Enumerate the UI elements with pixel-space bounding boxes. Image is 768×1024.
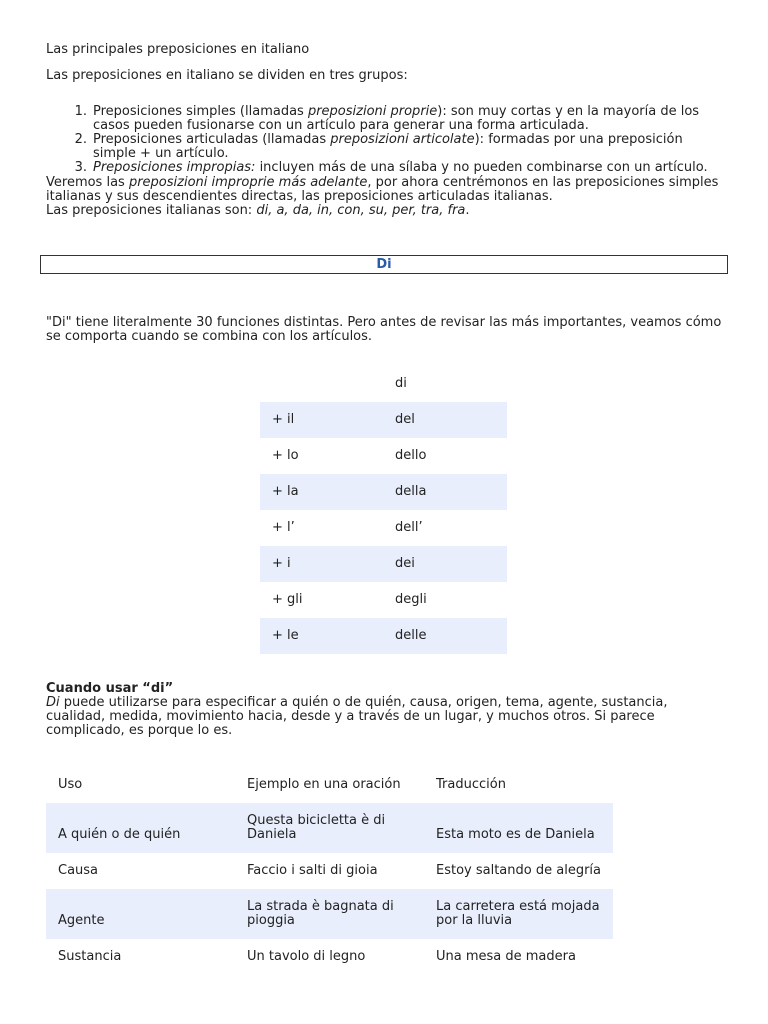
list-number: 1. <box>74 104 87 119</box>
ejemplo-cell: Questa bicicletta è di Daniela <box>247 813 386 842</box>
section-title-di: Di <box>40 255 728 274</box>
list-text: ): formadas por una preposición simple + un artículo. <box>93 132 683 161</box>
article-cell: + la <box>272 484 299 499</box>
page-title: Las principales preposiciones en italiano <box>46 42 310 57</box>
traduccion-cell: La carretera está mojada por la lluvia <box>436 899 600 928</box>
usage-heading: Cuando usar “di” <box>46 681 174 696</box>
article-cell: + gli <box>272 592 303 607</box>
list-text: Preposiciones simples (llamadas <box>93 104 308 119</box>
header-ejemplo: Ejemplo en una oración <box>247 777 401 792</box>
list-term: Preposiciones impropias: <box>93 160 256 175</box>
article-cell: + i <box>272 556 291 571</box>
list-term: preposizioni proprie <box>307 104 438 119</box>
paragraph-after-list <box>46 176 726 204</box>
usage-text <box>46 696 686 738</box>
result-cell: dello <box>395 448 427 463</box>
uso-cell: Sustancia <box>58 949 122 964</box>
table-row <box>46 803 613 853</box>
paragraph-text: Veremos las <box>46 175 129 190</box>
uso-cell: A quién o de quién <box>58 827 181 842</box>
table-row <box>46 853 613 889</box>
table-row <box>260 546 507 582</box>
result-cell: degli <box>395 592 427 607</box>
traduccion-cell: Esta moto es de Daniela <box>436 827 595 842</box>
article-cell: + le <box>272 628 299 643</box>
list-number: 3. <box>74 160 87 175</box>
traduccion-cell: Una mesa de madera <box>436 949 576 964</box>
table-row <box>46 889 613 939</box>
usage-header-row <box>46 767 613 803</box>
table-row <box>260 582 507 618</box>
result-cell: dei <box>395 556 415 571</box>
line-text: Las preposiciones italianas son: <box>46 203 257 218</box>
header-uso: Uso <box>58 777 83 792</box>
result-cell: delle <box>395 628 427 643</box>
result-cell: della <box>395 484 427 499</box>
prepositions-line <box>46 204 726 218</box>
ejemplo-cell: La strada è bagnata di pioggia <box>247 899 394 928</box>
articles-header: di <box>395 376 407 391</box>
paragraph-text: , por ahora centrémonos en las preposiciones simples italianas y sus descendientes directas, las preposiciones articuladas italianas. <box>46 175 719 204</box>
article-cell: + lo <box>272 448 299 463</box>
ejemplo-cell: Un tavolo di legno <box>247 949 366 964</box>
list-text: ): son muy cortas y en la mayoría de los casos pueden fusionarse con un artículo para generar una forma articulada. <box>93 104 700 133</box>
table-row <box>260 474 507 510</box>
line-text: . <box>465 203 470 218</box>
list-number: 2. <box>74 132 87 147</box>
article-cell: + l’ <box>272 520 295 535</box>
table-row <box>260 438 507 474</box>
ejemplo-cell: Faccio i salti di gioia <box>247 863 378 878</box>
paragraph-emphasis: preposizioni improprie más adelante <box>128 175 368 190</box>
table-row <box>260 402 507 438</box>
traduccion-cell: Estoy saltando de alegría <box>436 863 601 878</box>
uso-cell: Causa <box>58 863 99 878</box>
header-traduccion: Traducción <box>436 777 506 792</box>
usage-description: puede utilizarse para especificar a quién o de quién, causa, origen, tema, agente, sustancia, cualidad, medida, movimiento hacia, desde y a través de un lugar, y muchos otros. Si parece complicado, es porque lo es. <box>46 695 668 738</box>
prepositions-list: di, a, da, in, con, su, per, tra, fra <box>256 203 466 218</box>
result-cell: del <box>395 412 415 427</box>
list-term: preposizioni articolate <box>330 132 475 147</box>
list-text: Preposiciones articuladas (llamadas <box>93 132 331 147</box>
article-cell: + il <box>272 412 295 427</box>
di-intro: "Di" tiene literalmente 30 funciones distintas. Pero antes de revisar las más importantes, veamos cómo se comporta cuando se combina con los artículos. <box>46 315 722 344</box>
table-row <box>260 618 507 654</box>
articles-header-row <box>260 366 507 402</box>
result-cell: dell’ <box>395 520 423 535</box>
usage-term: Di <box>46 695 60 710</box>
table-row <box>46 939 613 975</box>
list-text: incluyen más de una sílaba y no pueden combinarse con un artículo. <box>255 160 708 175</box>
intro-text: Las preposiciones en italiano se dividen en tres grupos: <box>46 68 408 83</box>
table-row <box>260 510 507 546</box>
uso-cell: Agente <box>58 913 105 928</box>
